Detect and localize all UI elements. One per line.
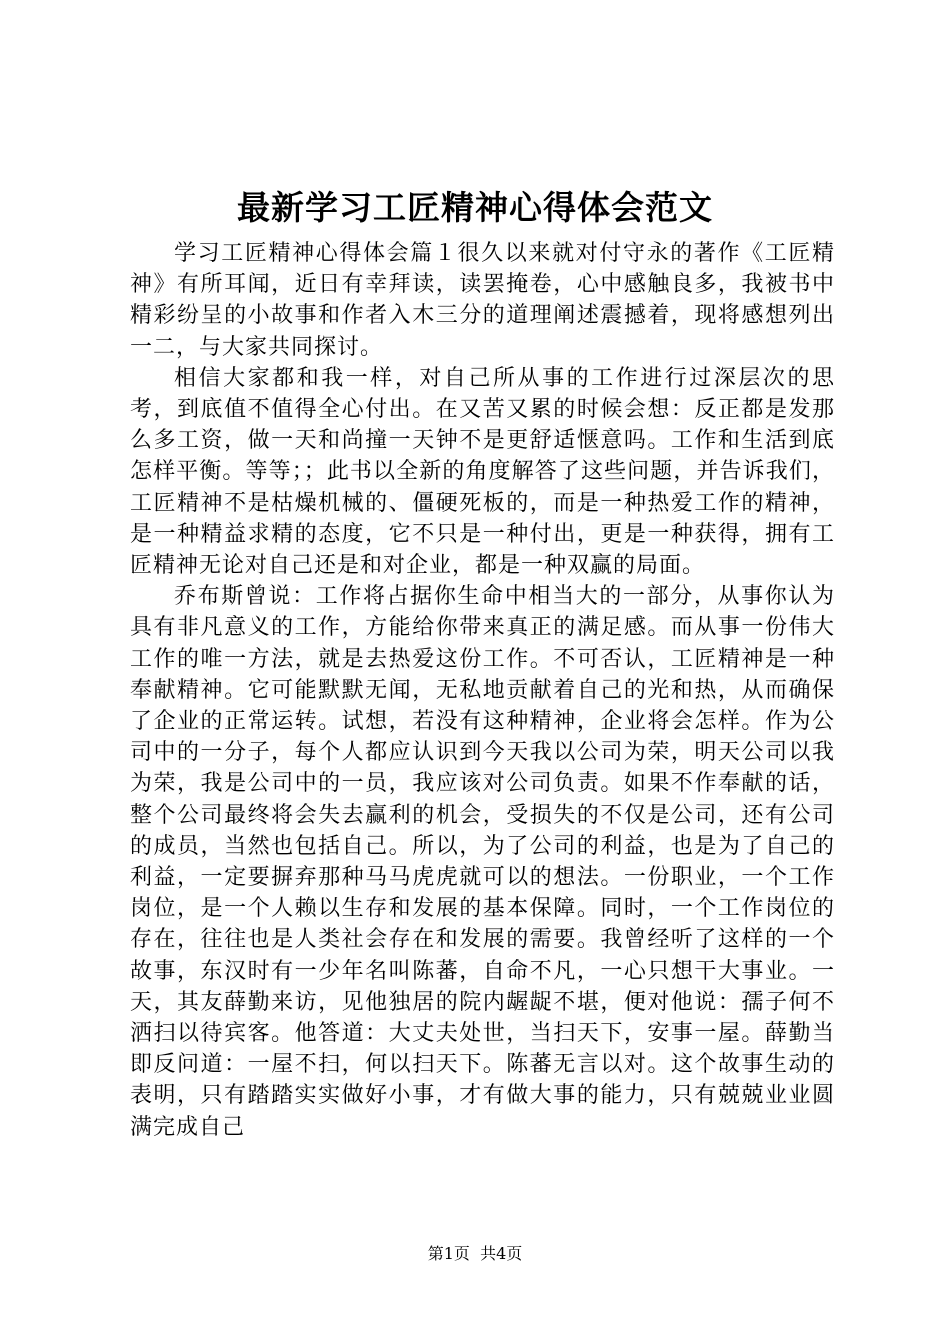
page-footer: 第1页 共4页 [427,1244,523,1263]
paragraph: 相信大家都和我一样，对自己所从事的工作进行过深层次的思考，到底值不值得全心付出。在又苦又累的时候会想：反正都是发那么多工资，做一天和尚撞一天钟不是更舒适惬意吗。工作和生活到底怎样平衡。等等；；此书以全新的角度解答了这些问题，并告诉我们，工匠精神不是枯燥机械的、僵硬死板的，而是一种热爱工作的精神，是一种精益求精的态度，它不只是一种付出，更是一种获得，拥有工匠精神无论对自己还是和对企业，都是一种双赢的局面。 [130,365,835,579]
paragraph: 学习工匠精神心得体会篇１很久以来就对付守永的著作《工匠精神》有所耳闻，近日有幸拜读，读罢掩卷，心中感触良多，我被书中精彩纷呈的小故事和作者入木三分的道理阐述震撼着，现将感想列出一二，与大家共同探讨。 [130,241,835,360]
document-title: 最新学习工匠精神心得体会范文 [237,188,713,227]
paragraph: 乔布斯曾说：工作将占据你生命中相当大的一部分，从事你认为具有非凡意义的工作，方能给你带来真正的满足感。而从事一份伟大工作的唯一方法，就是去热爱这份工作。不可否认，工匠精神是一种奉献精神。它可能默默无闻，无私地贡献着自己的光和热，从而确保了企业的正常运转。试想，若没有这种精神，企业将会怎样。作为公司中的一分子，每个人都应认识到今天我以公司为荣，明天公司以我为荣，我是公司中的一员，我应该对公司负责。如果不作奉献的话，整个公司最终将会失去赢利的机会，受损失的不仅是公司，还有公司的成员，当然也包括自己。所以，为了公司的利益，也是为了自己的利益，一定要摒弃那种马马虎虎就可以的想法。一份职业，一个工作岗位，是一个人赖以生存和发展的基本保障。同时，一个工作岗位的存在，往往也是人类社会存在和发展的需要。我曾经听了这样的一个故事，东汉时有一少年名叫陈蕃，自命不凡，一心只想干大事业。一天，其友薛勤来访，见他独居的院内龌龊不堪，便对他说：孺子何不洒扫以待宾客。他答道：大丈夫处世，当扫天下，安事一屋。薛勤当即反问道：一屋不扫，何以扫天下。陈蕃无言以对。这个故事生动的表明，只有踏踏实实做好小事，才有做大事的能力，只有兢兢业业圆满完成自己 [130,584,835,1140]
document-body [130,238,835,1143]
